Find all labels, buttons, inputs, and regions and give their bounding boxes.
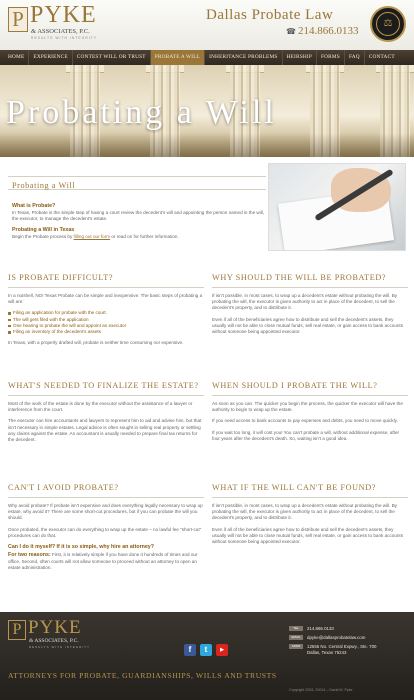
firm-name: Dallas Probate Law (206, 7, 334, 23)
facebook-icon[interactable]: f (184, 644, 196, 656)
nav-heirship[interactable]: HEIRSHIP (283, 50, 317, 65)
nav-contact[interactable]: CONTACT (368, 54, 395, 60)
location-icon: ADDR (289, 644, 303, 649)
footer-contact (289, 626, 409, 659)
banner-title: Probating a Will (6, 94, 277, 131)
nav-contest-will[interactable]: CONTEST WILL OR TRUST (73, 50, 151, 65)
intro-section (8, 170, 266, 248)
phone-number: 214.866.0133 (297, 25, 359, 37)
section-title: WHAT'S NEEDED TO FINALIZE THE ESTATE? (8, 381, 199, 390)
section-title: WHAT IF THE WILL CAN'T BE FOUND? (212, 483, 376, 492)
form-link[interactable]: filling out our form (73, 233, 111, 239)
section-title: CAN'T I AVOID PROBATE? (8, 483, 119, 492)
footer-logo-name[interactable]: PYKE (28, 617, 82, 638)
diy-question: Can I do it myself? If it is so simple, why hire an attorney? (8, 544, 154, 550)
footer-logo-tagline: RESULTS WITH INTEGRITY (29, 645, 90, 649)
logo-tagline: RESULTS WITH INTEGRITY (31, 36, 98, 40)
contact-phone-row (289, 626, 409, 632)
logo-associates: & ASSOCIATES, P.C. (31, 28, 90, 35)
intro-title: Probating a Will (12, 181, 76, 190)
copyright: Copyright 2003, 20014 – David M. Pyke (289, 688, 353, 692)
intro-paragraph-1: In Texas, Probate is the simple step of having a court review the decedent's will and appointing the person named in the will, the executor, to manage the decedent's estate. (12, 210, 265, 222)
intro-paragraph-2: Begin the Probate process by filling out our form or read on for further information. (12, 233, 179, 239)
section-will-not-found (212, 482, 408, 550)
section-paragraph: If isn't possible, in most cases, to wrap up a decedent's estate without probating the will. By probating the will, the executor is given authority to act in place of the decedent, to sell the decedent's property, and to distribute it. (212, 293, 398, 311)
hero-banner (0, 65, 414, 157)
phone-icon: TEL (289, 626, 303, 631)
section-paragraph: Once probated, the executor can do everything to wrap up the estate – no lawful fee "short-cut" procedures can do that. (8, 526, 202, 538)
nav-inheritance-problems[interactable]: INHERITANCE PROBLEMS (205, 50, 282, 65)
nav-faq[interactable]: FAQ (345, 50, 365, 65)
section-why-probate (212, 272, 408, 340)
scales-icon: ⚖ (376, 12, 400, 36)
list-item: Filing an application for probate with the court. (8, 310, 204, 316)
footer-practice-areas: ATTORNEYS FOR PROBATE, GUARDIANSHIPS, WILLS AND TRUSTS (8, 671, 277, 680)
contact-address-row (289, 644, 409, 656)
section-paragraph: In a nutshell, NO! Texas Probate can be simple and inexpensive. The basic steps of probating a will are: (8, 293, 203, 305)
twitter-icon[interactable]: t (200, 644, 212, 656)
section-paragraph: Even if all of the beneficiaries agree how to distribute and sell the decedent's assets, they usually will not be able to close mutual funds, sell real estate, or gain access to bank accounts without someone being appointed executor. (212, 316, 404, 334)
list-item: Filing an inventory of the decedent's assets (8, 329, 204, 335)
section-paragraph: The executor can hire accountants and lawyers to represent him to aid and advise him, but that isn't necessary in simple estates. Legal advice is often sought in selling real property or settling any claims against the estate. An accountant is usually needed to prepare final tax returns for the decedent. (8, 418, 202, 442)
section-probate-difficult (8, 272, 204, 351)
section-title: IS PROBATE DIFFICULT? (8, 273, 114, 282)
section-paragraph: If you wait too long, it will cost you! You can't probate a will, without additional expense, after four years after the decedent's death. So, waiting isn't a good idea. (212, 429, 400, 441)
section-paragraph: If you need access to bank accounts to pay expenses and debts, you need to move quickly. (212, 418, 398, 424)
social-links (184, 644, 228, 656)
section-paragraph: As soon as you can. The quicker you begin the process, the quicker the executor will have the authority to begin to wrap up the estate. (212, 401, 403, 413)
signing-photo (268, 163, 406, 251)
footer-logo-mark[interactable]: P (8, 620, 26, 640)
probate-steps-list (8, 310, 204, 335)
list-item: One hearing to probate the will and appoint an executor (8, 323, 204, 329)
footer-logo-associates: & ASSOCIATES, P.C. (29, 638, 79, 644)
reasons-label: For two reasons: (8, 552, 51, 559)
phone-icon: ☎ (286, 27, 296, 36)
nav-home[interactable]: HOME (4, 50, 29, 65)
logo-mark[interactable]: P (8, 7, 28, 32)
section-finalize-estate (8, 380, 204, 448)
section-paragraph: Why avoid probate? If probate isn't expensive and does everything legally necessary to wrap up estate, why avoid it? There are some short-cut procedures, but if you can probate the will you should. (8, 503, 203, 521)
list-item: The will gets filed with the application (8, 317, 204, 323)
footer (0, 612, 414, 700)
section-when-probate (212, 380, 408, 447)
footer-address: 12655 No. Central Expwy., Ste. 700 Dallas, Texas 75243 (307, 643, 377, 655)
section-avoid-probate (8, 482, 204, 577)
youtube-icon[interactable]: ▶ (216, 644, 228, 656)
section-paragraph: Even if all of the beneficiaries agree how to distribute and sell the decedent's assets, they usually will not be able to close mutual funds, sell real estate, or gain access to bank accounts without someone being appointed executor. (212, 526, 404, 544)
section-paragraph: Most of the work of the estate is done by the executor without the assistance of a lawyer or interference from the court. (8, 401, 193, 413)
email-icon: EMAIL (289, 635, 303, 640)
intro-title-bar (8, 176, 266, 190)
footer-phone[interactable]: 214.866.0133 (307, 626, 334, 631)
main-nav (0, 50, 414, 65)
section-title: WHEN SHOULD I PROBATE THE WILL? (212, 381, 378, 390)
logo-name[interactable]: PYKE (30, 2, 97, 28)
intro-question-1: What is Probate? (12, 203, 56, 209)
section-title: WHY SHOULD THE WILL BE PROBATED? (212, 273, 387, 282)
nav-forms[interactable]: FORMS (317, 50, 345, 65)
footer-email[interactable]: dpyke@dallasprobatelaw.com (307, 634, 366, 640)
seal-badge (370, 6, 406, 42)
section-paragraph: For two reasons: First, it is relatively simple if you have done it hundreds of times and our office. Second, often courts will not allow someone to proceed without an attorney to open an estate administration. (8, 552, 198, 571)
section-paragraph: In Texas, with a properly drafted will, probate is neither time consuming nor expensive. (8, 340, 184, 346)
nav-probate-a-will[interactable]: PROBATE A WILL (151, 50, 205, 65)
header-phone[interactable] (286, 26, 358, 37)
intro-question-2: Probating a Will in Texas (12, 226, 75, 233)
section-paragraph: If isn't possible, in most cases, to wrap up a decedent's estate without probating the will. By probating the will, the executor is given authority to act in place of the decedent, to sell the decedent's property, and to distribute it. (212, 503, 398, 521)
nav-experience[interactable]: EXPERIENCE (29, 50, 72, 65)
contact-email-row (289, 635, 409, 641)
header (0, 0, 414, 50)
